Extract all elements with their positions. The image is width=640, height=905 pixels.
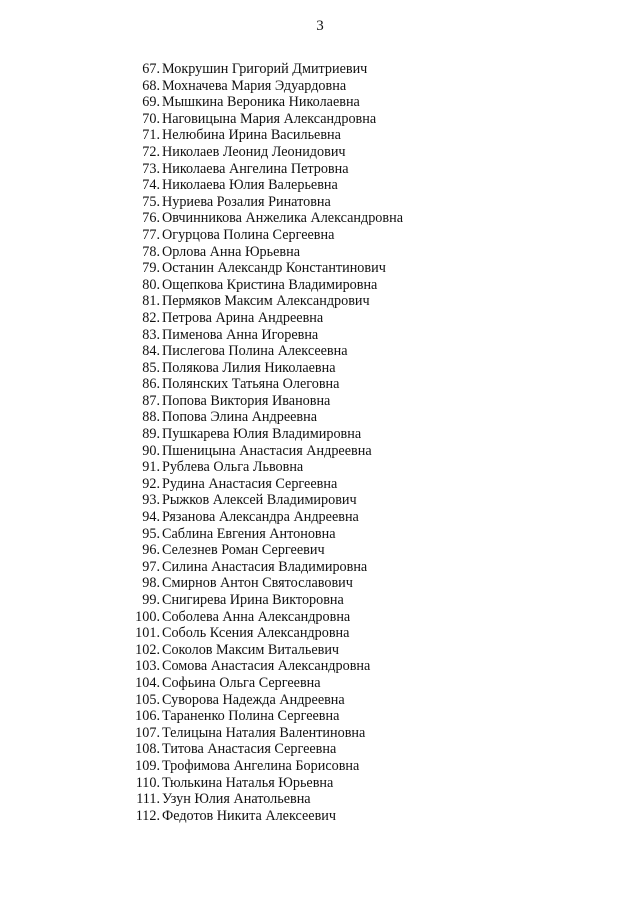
entry-number: 92. [142,475,160,492]
list-item [128,808,403,825]
entry-number: 69. [142,94,160,111]
entry-number: 77. [142,226,160,243]
entry-name: Петрова Арина Андреевна [162,309,324,326]
entry-number: 85. [142,359,160,376]
name-list [128,61,403,824]
list-item [128,526,403,543]
entry-number: 102. [135,641,160,658]
entry-name: Останин Александр Константинович [162,260,386,277]
entry-number: 74. [142,177,160,194]
list-item [128,476,403,493]
list-item [128,94,403,111]
list-item [128,575,403,592]
entry-name: Селезнев Роман Сергеевич [162,542,325,559]
list-item [128,177,403,194]
entry-name: Овчинникова Анжелика Александровна [162,210,403,227]
entry-name: Рудина Анастасия Сергеевна [162,475,338,492]
entry-name: Пшеницына Анастасия Андреевна [162,442,372,459]
entry-name: Сомова Анастасия Александровна [162,658,371,675]
list-item [128,642,403,659]
entry-number: 86. [142,376,160,393]
entry-name: Нуриева Розалия Ринатовна [162,193,331,210]
list-item [128,409,403,426]
list-item [128,592,403,609]
list-item [128,277,403,294]
entry-number: 87. [142,392,160,409]
entry-number: 82. [142,309,160,326]
list-item [128,509,403,526]
entry-number: 100. [135,608,160,625]
entry-number: 110. [135,774,160,791]
list-item [128,625,403,642]
entry-number: 112. [135,807,160,824]
list-item [128,542,403,559]
list-item [128,492,403,509]
entry-name: Рыжков Алексей Владимирович [162,492,357,509]
list-item [128,61,403,78]
entry-number: 99. [142,592,160,608]
entry-name: Наговицына Мария Александровна [162,110,377,127]
entry-name: Николаев Леонид Леонидович [162,143,346,160]
list-item [128,144,403,161]
list-item [128,758,403,775]
list-item [128,111,403,128]
entry-number: 96. [142,542,160,559]
entry-name: Пушкарева Юлия Владимировна [162,426,362,443]
list-item [128,227,403,244]
entry-name: Софьина Ольга Сергеевна [162,674,321,691]
list-item [128,675,403,692]
entry-number: 109. [135,757,160,774]
entry-name: Смирнов Антон Святославович [162,575,353,592]
entry-number: 67. [142,61,160,77]
entry-name: Мохначева Мария Эдуардовна [162,77,347,94]
list-item [128,443,403,460]
list-item [128,127,403,144]
list-item [128,708,403,725]
list-item [128,161,403,178]
entry-name: Силина Анастасия Владимировна [162,558,368,575]
entry-name: Нелюбина Ирина Васильевна [162,127,341,144]
entry-name: Снигирева Ирина Викторовна [162,592,344,608]
list-item [128,559,403,576]
entry-number: 95. [142,525,160,542]
entry-name: Телицына Наталия Валентиновна [162,724,366,741]
entry-number: 103. [135,658,160,675]
entry-number: 88. [142,409,160,426]
entry-number: 105. [135,691,160,708]
entry-name: Тюлькина Наталья Юрьевна [162,774,334,791]
entry-name: Суворова Надежда Андреевна [162,691,345,708]
list-item [128,210,403,227]
list-item [128,376,403,393]
entry-name: Соколов Максим Витальевич [162,641,340,658]
entry-name: Рублева Ольга Львовна [162,459,304,476]
list-item [128,775,403,792]
entry-number: 70. [142,110,160,127]
list-item [128,393,403,410]
entry-name: Титова Анастасия Сергеевна [162,741,337,758]
entry-name: Соболь Ксения Александровна [162,625,350,642]
entry-number: 73. [142,160,160,177]
entry-name: Пермяков Максим Александрович [162,293,370,310]
entry-number: 104. [135,674,160,691]
entry-number: 78. [142,243,160,260]
entry-number: 91. [142,459,160,476]
entry-number: 71. [142,127,160,144]
list-item [128,791,403,808]
entry-name: Тараненко Полина Сергеевна [162,708,340,725]
list-item [128,310,403,327]
entry-name: Мышкина Вероника Николаевна [162,94,360,111]
entry-number: 101. [135,625,160,642]
entry-number: 111. [136,791,160,808]
entry-number: 75. [142,193,160,210]
entry-number: 107. [135,724,160,741]
entry-name: Рязанова Александра Андреевна [162,509,359,526]
entry-name: Ощепкова Кристина Владимировна [162,276,378,293]
list-item [128,260,403,277]
entry-number: 93. [142,492,160,509]
list-item [128,459,403,476]
entry-number: 108. [135,741,160,758]
list-item [128,343,403,360]
entry-name: Полянских Татьяна Олеговна [162,376,340,393]
entry-name: Трофимова Ангелина Борисовна [162,757,360,774]
entry-number: 80. [142,276,160,293]
entry-number: 98. [142,575,160,592]
entry-number: 79. [142,260,160,277]
list-item [128,244,403,261]
entry-name: Попова Виктория Ивановна [162,392,331,409]
list-item [128,360,403,377]
entry-number: 76. [142,210,160,227]
entry-name: Соболева Анна Александровна [162,608,351,625]
list-item [128,692,403,709]
entry-number: 81. [142,293,160,310]
list-item [128,426,403,443]
entry-name: Огурцова Полина Сергеевна [162,226,335,243]
entry-name: Пислегова Полина Алексеевна [162,343,348,360]
entry-name: Николаева Юлия Валерьевна [162,177,338,194]
entry-name: Николаева Ангелина Петровна [162,160,349,177]
list-item [128,609,403,626]
list-item [128,293,403,310]
entry-number: 94. [142,509,160,526]
list-item [128,725,403,742]
entry-name: Мокрушин Григорий Дмитриевич [162,61,368,77]
entry-name: Федотов Никита Алексеевич [162,807,336,824]
entry-number: 89. [142,426,160,443]
entry-name: Орлова Анна Юрьевна [162,243,300,260]
page-number: 3 [316,18,324,34]
entry-number: 97. [142,558,160,575]
list-item [128,78,403,95]
list-item [128,194,403,211]
entry-name: Пименова Анна Игоревна [162,326,319,343]
entry-name: Попова Элина Андреевна [162,409,318,426]
list-item [128,327,403,344]
entry-name: Полякова Лилия Николаевна [162,359,336,376]
entry-name: Саблина Евгения Антоновна [162,525,336,542]
entry-number: 90. [142,442,160,459]
entry-number: 84. [142,343,160,360]
entry-name: Узун Юлия Анатольевна [162,791,311,808]
entry-number: 83. [142,326,160,343]
entry-number: 72. [142,143,160,160]
entry-number: 68. [142,77,160,94]
list-item [128,741,403,758]
entry-number: 106. [135,708,160,725]
list-item [128,658,403,675]
